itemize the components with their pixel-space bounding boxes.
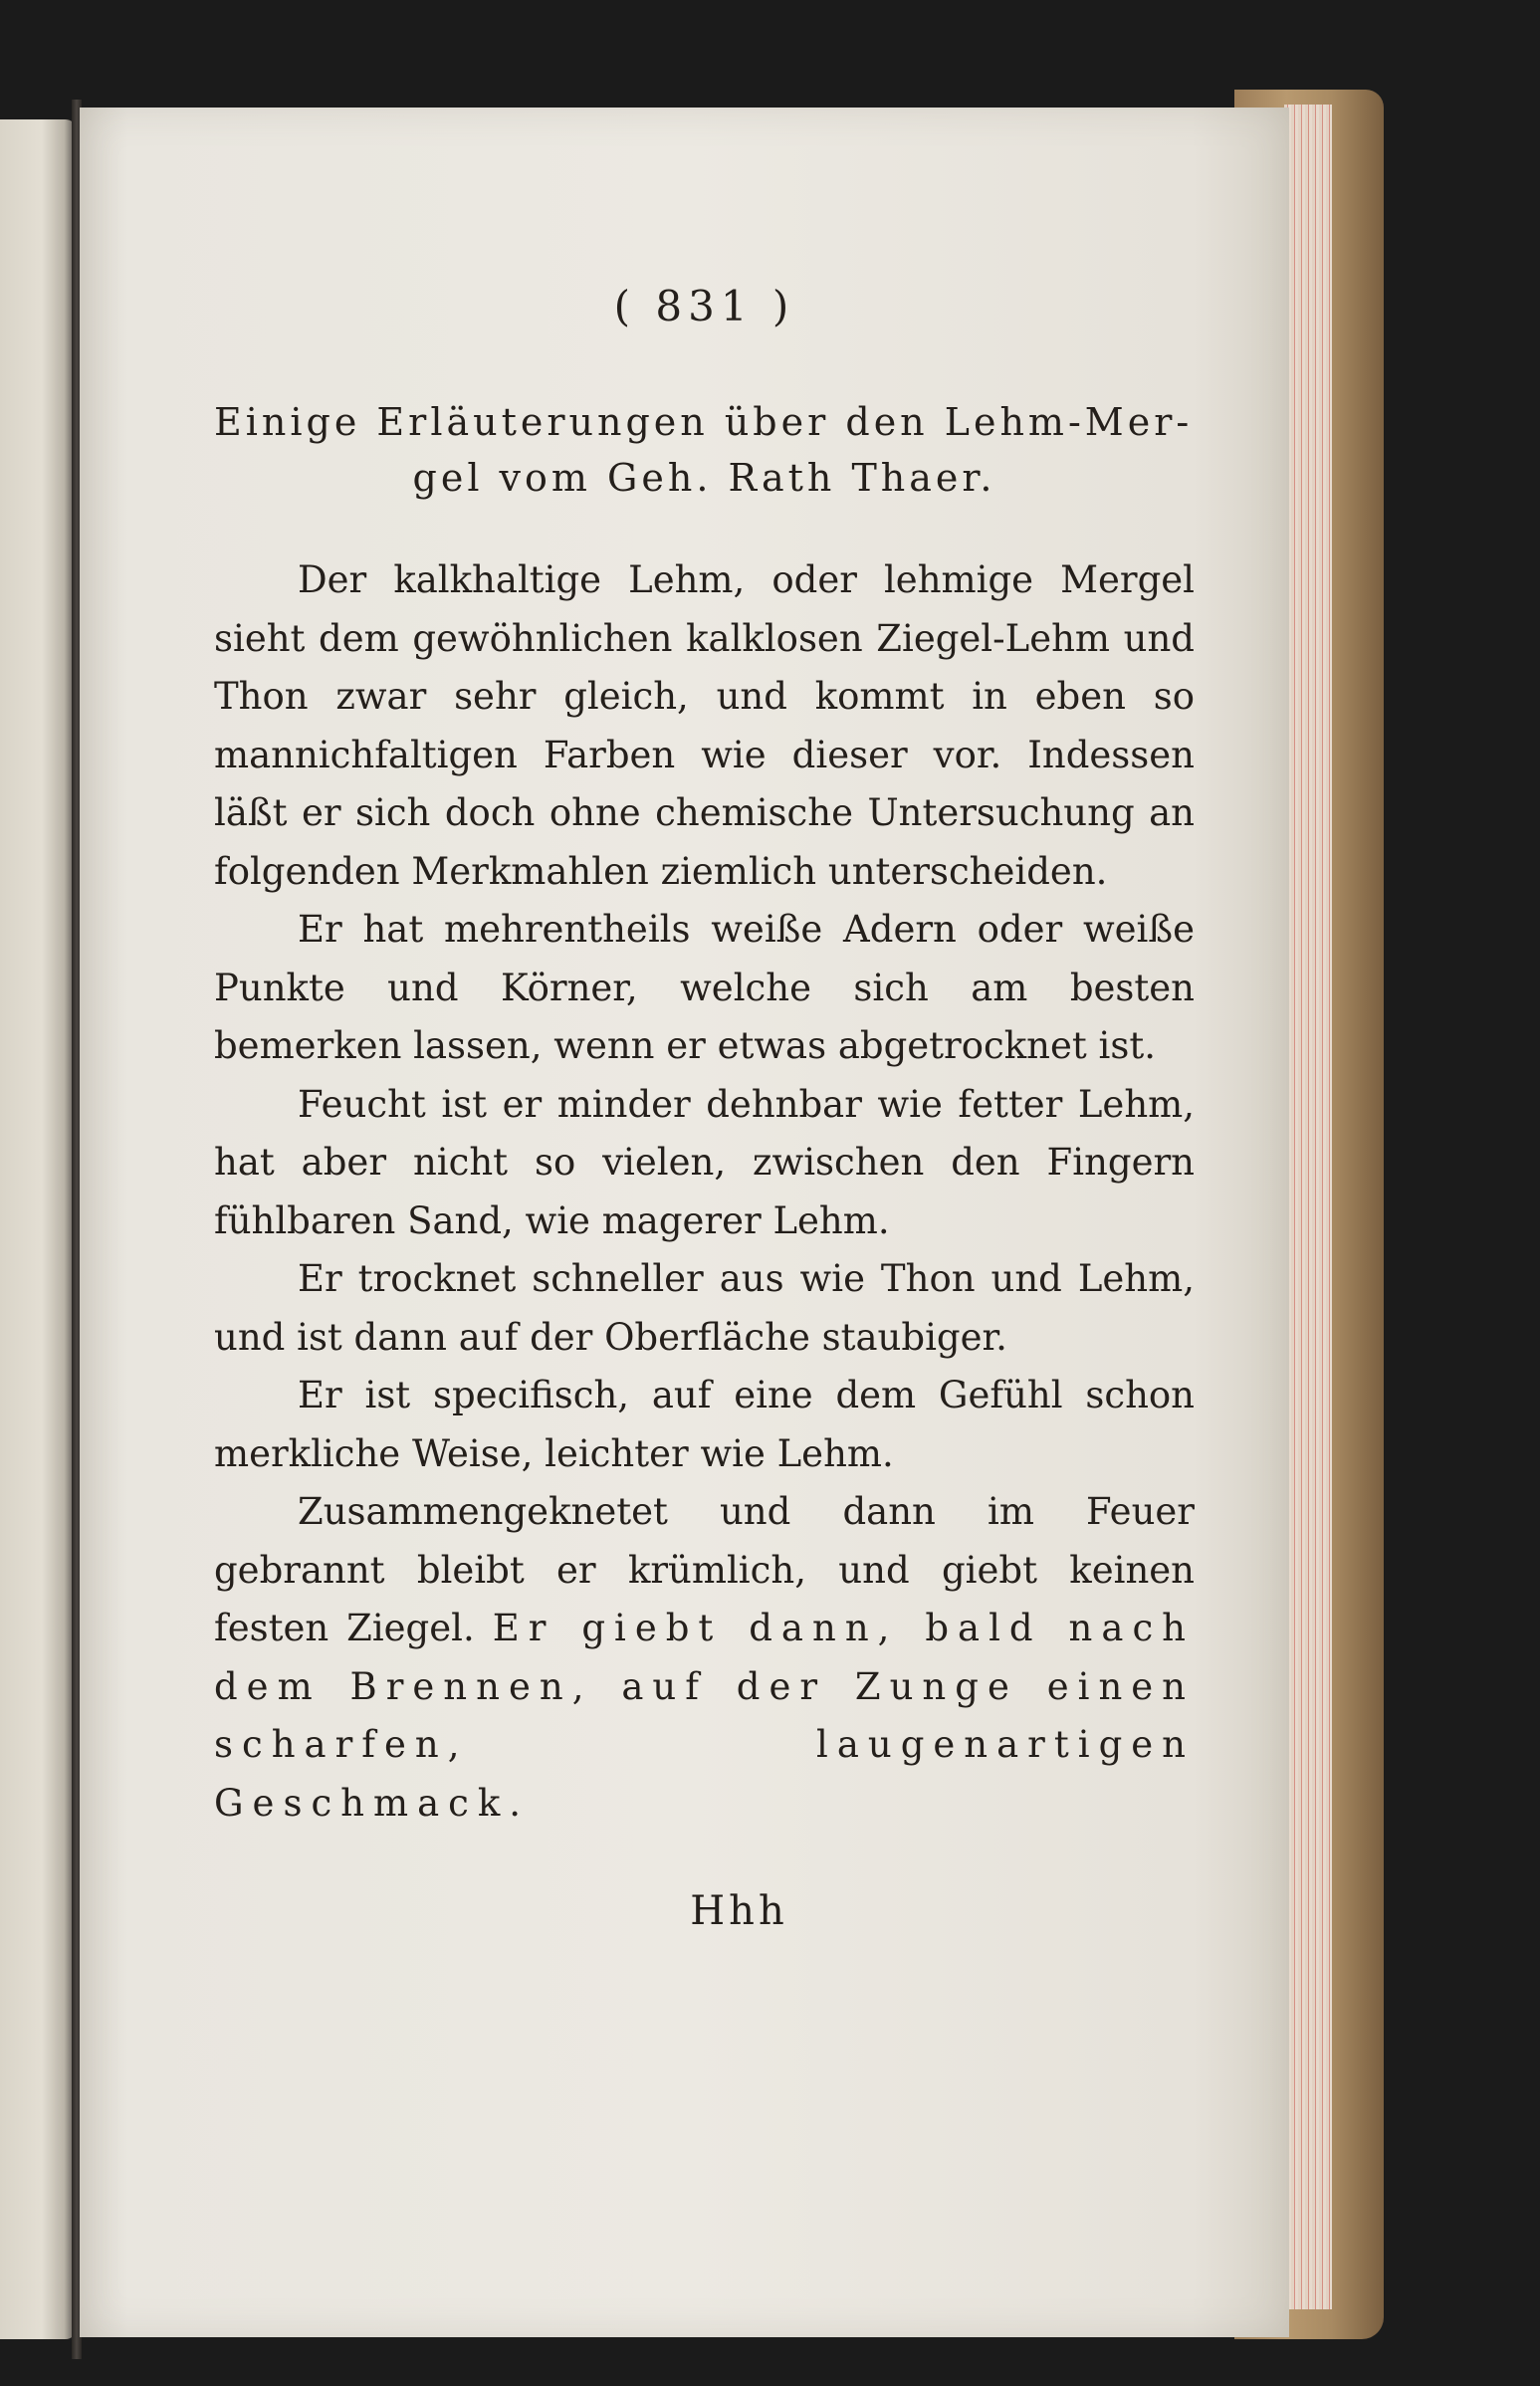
- article-heading-line-1: Einige Erläuterungen über den Lehm-Mer-: [214, 400, 1194, 444]
- paragraph-6: [214, 1483, 1195, 1833]
- signature-mark: Hhh: [690, 1888, 788, 1934]
- article-heading-line-2: gel vom Geh. Rath Thaer.: [412, 456, 996, 500]
- paragraph-1: Der kalkhaltige Lehm, oder lehmige Mergel sieht dem gewöhnlichen kalklosen Ziegel-Lehm und Thon zwar sehr gleich, und kommt in eben so mannichfaltigen Farben wie dieser vor. Indessen läßt er sich doch ohne chemische Untersuchung an folgenden Merkmahlen ziemlich unterscheiden.: [214, 558, 1195, 893]
- paragraph-4: Er trocknet schneller aus wie Thon und Lehm, und ist dann auf der Oberfläche staubiger.: [214, 1257, 1195, 1359]
- paragraph-2: Er hat mehrentheils weiße Adern oder weiße Punkte und Körner, welche sich am besten bemerken lassen, wenn er etwas abgetrocknet ist.: [214, 908, 1195, 1067]
- page-number: ( 831 ): [613, 282, 795, 330]
- paragraph-6-text: Zusammengeknetet und dann im Feuer gebrannt bleibt er krümlich, und giebt keinen festen Ziegel.: [214, 1490, 1195, 1649]
- paragraph-3: Feucht ist er minder dehnbar wie fetter Lehm, hat aber nicht so vielen, zwischen den Fingern fühlbaren Sand, wie magerer Lehm.: [214, 1082, 1195, 1242]
- facing-page-edge: [0, 119, 76, 2339]
- book-page: [80, 108, 1289, 2337]
- paragraph-5: Er ist specifisch, auf eine dem Gefühl schon merkliche Weise, leichter wie Lehm.: [214, 1374, 1195, 1475]
- paragraph-6-spaced-text: Er giebt dann, bald nach dem Brennen, auf der Zunge einen scharfen, laugenartigen Geschmack.: [214, 1607, 1195, 1825]
- page-edges: [1284, 105, 1332, 2309]
- page-text: [214, 277, 1195, 1934]
